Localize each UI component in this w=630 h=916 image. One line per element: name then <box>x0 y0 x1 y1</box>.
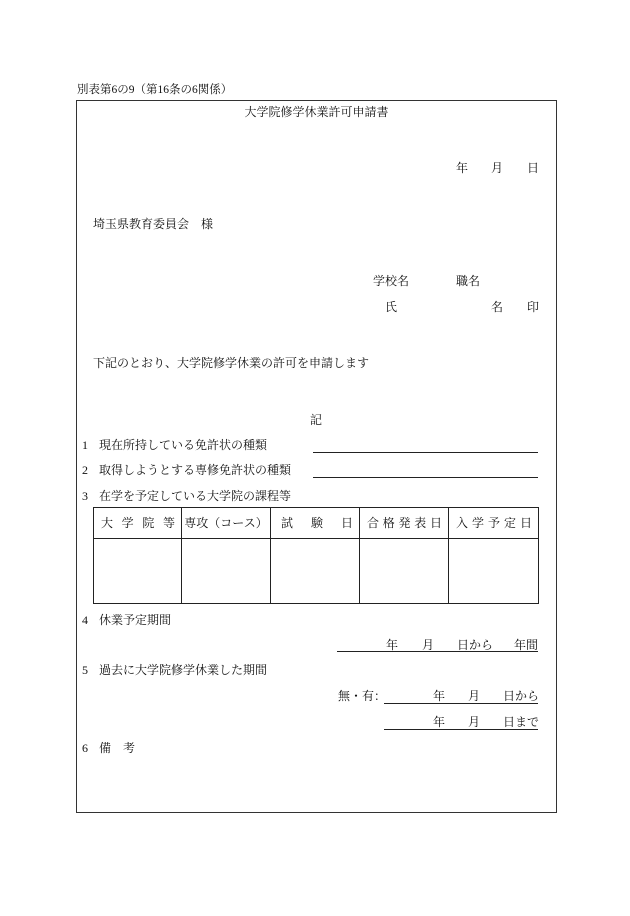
leave-month-label: 月 <box>422 638 435 652</box>
job-title-label: 職名 <box>456 274 481 288</box>
item-number: 4 <box>82 613 88 627</box>
appendix-reference: 別表第6の9（第16条の6関係） <box>77 84 233 96</box>
header-exam-date: 試験日 <box>271 508 360 539</box>
item-number: 6 <box>82 741 88 755</box>
header-result-date: 合格発表日 <box>360 508 449 539</box>
past-leave-presence-label: 無・有： <box>338 689 387 703</box>
form-border <box>76 100 557 813</box>
past-to-day-label: 日まで <box>503 715 540 729</box>
seal-label: 印 <box>527 300 540 314</box>
applicant-name-label-2: 名 <box>491 300 504 314</box>
item-number: 5 <box>82 663 88 677</box>
current-license-fill-line <box>313 452 538 453</box>
item-target-license <box>82 464 291 476</box>
item-label: 現在所持している免許状の種類 <box>99 438 268 452</box>
cell-major <box>182 539 271 604</box>
item-past-leave <box>82 664 267 676</box>
leave-period-fill-line <box>337 651 538 652</box>
item-label: 休業予定期間 <box>99 613 172 627</box>
item-number: 2 <box>82 463 88 477</box>
item-label: 備 考 <box>99 741 136 755</box>
cell-enrollment-date <box>449 539 539 604</box>
addressee: 埼玉県教育委員会 様 <box>93 217 214 231</box>
header-major: 専攻（コース） <box>182 508 271 539</box>
date-year-label: 年 <box>456 161 469 175</box>
cell-graduate-school <box>94 539 182 604</box>
graduate-program-table <box>93 507 539 604</box>
item-label: 取得しようとする専修免許状の種類 <box>99 463 292 477</box>
past-from-year-label: 年 <box>433 689 446 703</box>
date-month-label: 月 <box>491 161 504 175</box>
application-statement: 下記のとおり、大学院修学休業の許可を申請します <box>93 356 370 370</box>
item-label: 過去に大学院修学休業した期間 <box>99 663 268 677</box>
header-graduate-school: 大学院等 <box>94 508 182 539</box>
date-day-label: 日 <box>527 161 540 175</box>
cell-result-date <box>360 539 449 604</box>
past-from-month-label: 月 <box>468 689 481 703</box>
cell-exam-date <box>271 539 360 604</box>
table-header-row <box>94 508 539 539</box>
item-leave-period <box>82 614 171 626</box>
item-number: 3 <box>82 489 88 503</box>
form-title: 大学院修学休業許可申請書 <box>244 105 389 119</box>
header-enrollment-date: 入学予定日 <box>449 508 539 539</box>
past-from-fill-line <box>384 703 538 704</box>
past-from-day-label: 日から <box>503 689 540 703</box>
past-to-fill-line <box>384 729 538 730</box>
leave-year-label: 年 <box>386 638 399 652</box>
leave-years-label: 年間 <box>514 638 539 652</box>
item-number: 1 <box>82 438 88 452</box>
item-remarks <box>82 742 135 754</box>
item-graduate-program <box>82 490 291 502</box>
applicant-name-label-1: 氏 <box>385 300 398 314</box>
ki-heading: 記 <box>310 413 323 427</box>
item-label: 在学を予定している大学院の課程等 <box>99 489 292 503</box>
past-to-year-label: 年 <box>433 715 446 729</box>
target-license-fill-line <box>313 477 538 478</box>
past-to-month-label: 月 <box>468 715 481 729</box>
school-name-label: 学校名 <box>373 274 410 288</box>
table-row <box>94 539 539 604</box>
item-current-license <box>82 439 267 451</box>
leave-from-label: 日から <box>457 638 494 652</box>
